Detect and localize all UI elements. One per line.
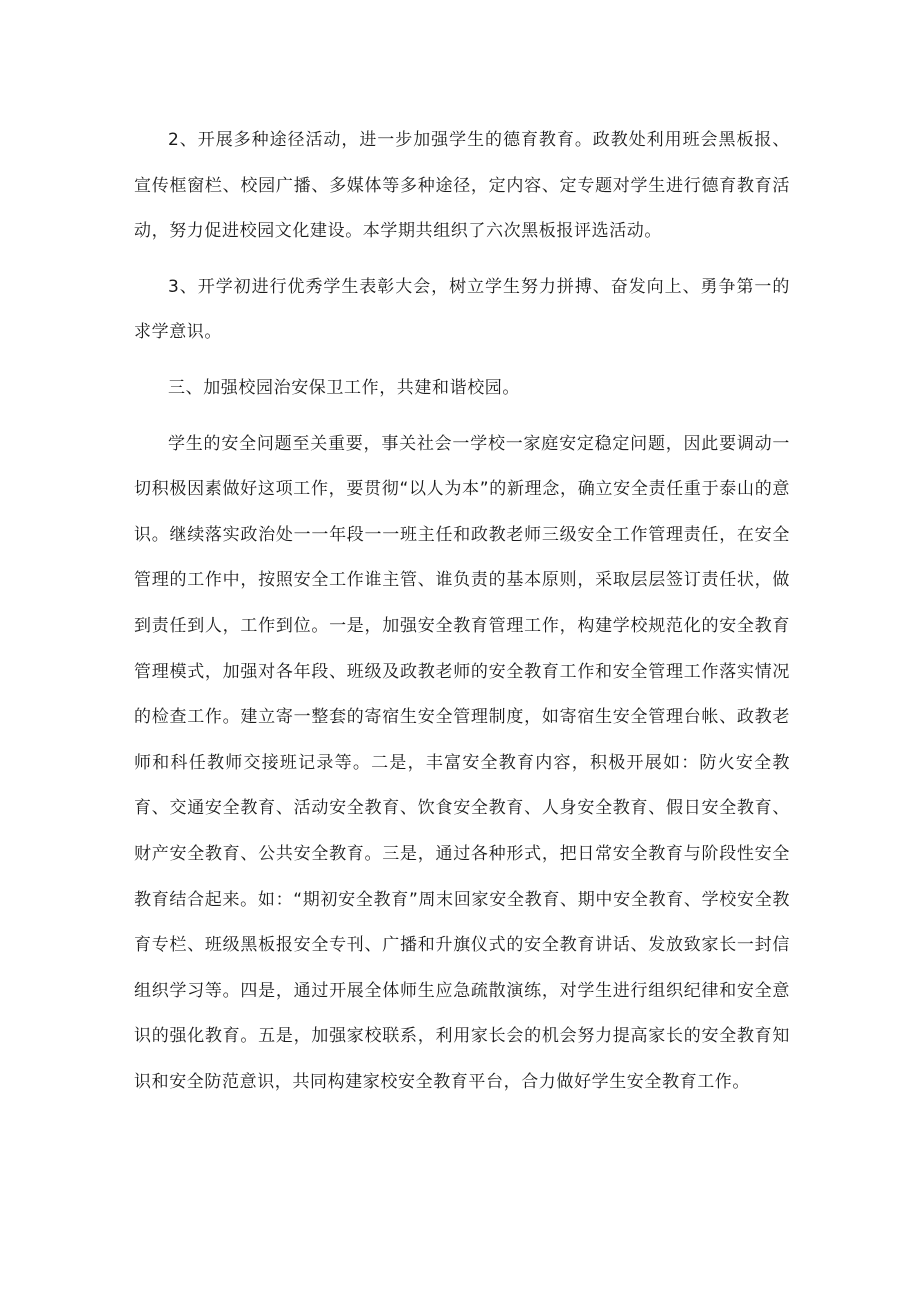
paragraph-safety-work: 学生的安全问题至关重要，事关社会一学校一家庭安定稳定问题，因此要调动一切积极因素做好这项工作，要贯彻“以人为本”的新理念，确立安全责任重于泰山的意识。继续落实政治处一一年段一一班主任和政教老师三级安全工作管理责任，在安全管理的工作中，按照安全工作谁主管、谁负责的基本原则，采取层层签订责任状，做到责任到人，工作到位。一是，加强安全教育管理工作，构建学校规范化的安全教育管理模式，加强对各年段、班级及政教老师的安全教育工作和安全管理工作落实情况的检查工作。建立寄一整套的寄宿生安全管理制度，如寄宿生安全管理台帐、政教老师和科任教师交接班记录等。二是，丰富安全教育内容，积极开展如：防火安全教育、交通安全教育、活动安全教育、饮食安全教育、人身安全教育、假日安全教育、财产安全教育、公共安全教育。三是，通过各种形式，把日常安全教育与阶段性安全教育结合起来。如：“期初安全教育”周末回家安全教育、期中安全教育、学校安全教育专栏、班级黑板报安全专刊、广播和升旗仪式的安全教育讲话、发放致家长一封信组织学习等。四是，通过开展全体师生应急疏散演练，对学生进行组织纪律和安全意识的强化教育。五是，加强家校联系，利用家长会的机会努力提高家长的安全教育知识和安全防范意识，共同构建家校安全教育平台，合力做好学生安全教育工作。: [134, 433, 790, 1092]
document-body: [134, 118, 790, 1105]
section-heading-campus-security: 三、加强校园治安保卫工作，共建和谐校园。: [168, 377, 520, 398]
paragraph-student-commendation: 3、开学初进行优秀学生表彰大会，树立学生努力拼搏、奋发向上、勇争第一的求学意识。: [134, 276, 790, 343]
paragraph-moral-education-activities: 2、开展多种途径活动，进一步加强学生的德育教育。政教处利用班会黑板报、宣传框窗栏、校园广播、多媒体等多种途径，定内容、定专题对学生进行德育教育活动，努力促进校园文化建设。本学期共组织了六次黑板报评选活动。: [134, 130, 790, 242]
